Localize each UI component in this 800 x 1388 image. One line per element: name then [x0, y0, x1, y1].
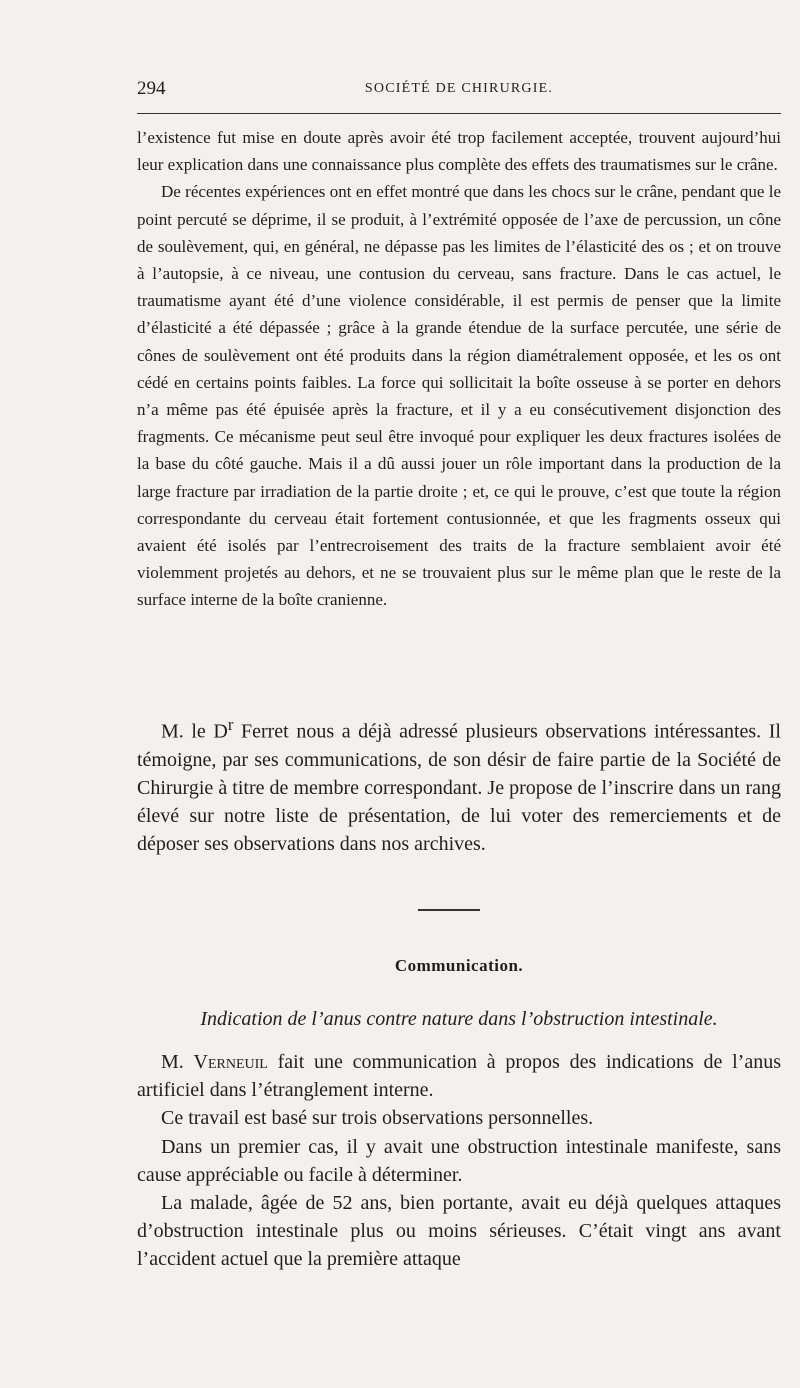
paragraph: Dans un premier cas, il y avait une obstruction intestinale manifeste, sans cause appréciable ou facile à déterminer. — [137, 1135, 781, 1186]
paragraph — [137, 1048, 781, 1104]
section-heading: Communication. — [394, 956, 524, 975]
section-rule — [418, 909, 480, 911]
page-number: 294 — [137, 78, 166, 99]
paragraph: l’existence fut mise en doute après avoir été trop facilement acceptée, trouvent aujourd’hui leur explication dans une connaissance plus complète des effets des traumatismes sur le crâne. — [137, 128, 781, 175]
header-rule — [137, 113, 781, 114]
paragraph — [137, 711, 781, 859]
paragraph: La malade, âgée de 52 ans, bien portante, avait eu déjà quelques attaques d’obstruction intestinale plus ou moins sérieuses. C’était vingt ans avant l’accident actuel que la première attaque — [137, 1192, 781, 1271]
ferret-paragraph — [137, 711, 781, 859]
ferret-text: Ferret nous a déjà adressé plusieurs observations intéressantes. Il témoigne, par ses communications, de son désir de faire partie de la Société de Chirurgie à titre de membre correspondant. Je propose de l’inscrire dans un rang élevé sur notre liste de présentation, de lui voter des remerciements et de déposer ses observations dans nos archives. — [137, 720, 781, 856]
verneuil-text: fait une communication à propos des indications de l’anus artificiel dans l’étranglement interne. — [137, 1051, 781, 1102]
body-text-large — [137, 1048, 781, 1274]
page-header — [137, 74, 781, 104]
paragraph: Ce travail est basé sur trois observations personnelles. — [161, 1107, 594, 1130]
running-head: SOCIÉTÉ DE CHIRURGIE. — [364, 81, 554, 96]
section-subtitle: Indication de l’anus contre nature dans l’obstruction intestinale. — [200, 1008, 718, 1030]
paragraph: De récentes expériences ont en effet montré que dans les chocs sur le crâne, pendant que le point percuté se déprime, il se produit, à l’extrémité opposée de l’axe de percussion, un cône de soulèvement, qui, en général, ne dépasse pas les limites de l’élasticité des os ; et on trouve à l’autopsie, à ce niveau, une contusion du cerveau, sans fracture. Dans le cas actuel, le traumatisme ayant été d’une violence considérable, il est permis de penser que la limite d’élasticité a été dépassée ; grâce à la grande étendue de la surface percutée, une série de cônes de soulèvement ont été produits dans la région diamétralement opposée, et les os ont cédé en certains points faibles. La force qui sollicitait la boîte osseuse à se porter en dehors n’a même pas été épuisée après la fracture, et il y a eu consécutivement disjonction des fragments. Ce mécanisme peut seul être invoqué pour expliquer les deux fractures isolées de la base du côté gauche. Mais il a dû aussi jouer un rôle important dans la production de la large fracture par irradiation de la partie droite ; et, ce qui le prouve, c’est que toute la région correspondante du cerveau était fortement contusionnée, et que les fragments osseux qui avaient été isolés par l’entrecroisement des traits de la fracture semblaient avoir été violemment projetés au dehors, et ne se trouvaient plus sur le même plan que le reste de la surface interne de la boîte cranienne. — [137, 182, 781, 610]
body-text-small — [137, 124, 781, 614]
ferret-superscript: r — [227, 715, 234, 734]
verneuil-prefix: M. — [161, 1051, 194, 1073]
ferret-prefix: M. le D — [161, 720, 228, 743]
author-name: Verneuil — [193, 1051, 268, 1073]
